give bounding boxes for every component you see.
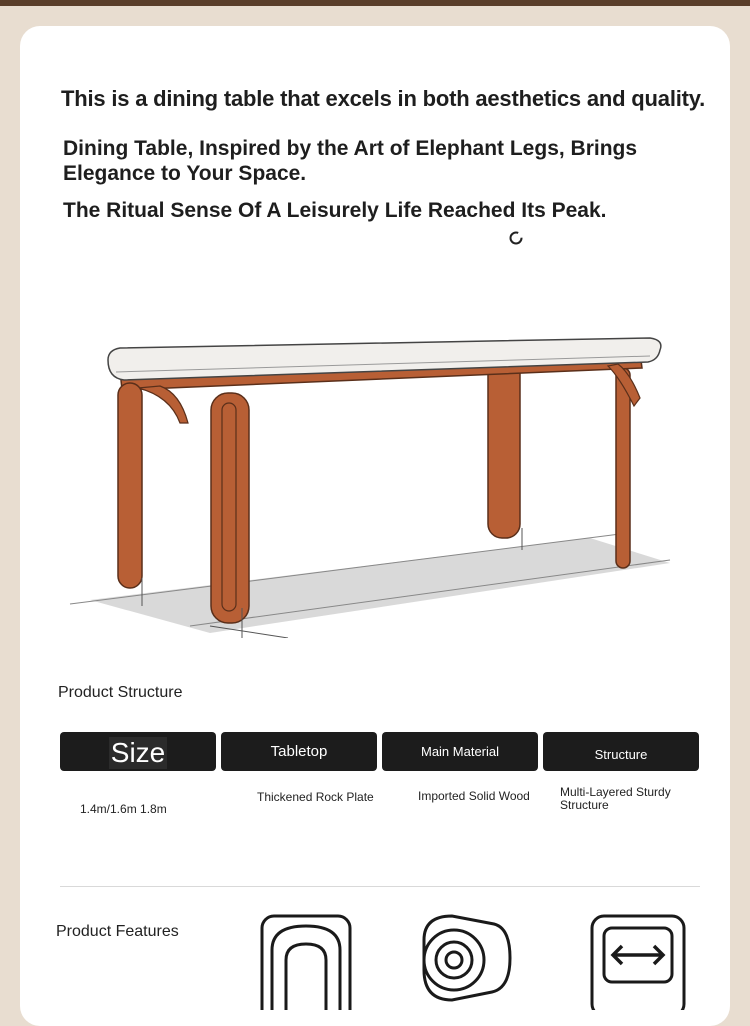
front-left-leg xyxy=(118,383,142,588)
wood-log-icon xyxy=(412,910,512,1010)
product-card xyxy=(20,26,730,1026)
floor-shadow xyxy=(90,538,670,633)
size-value: 1.4m/1.6m 1.8m xyxy=(80,802,167,816)
arch-leg-icon xyxy=(256,910,356,1010)
tab-tabletop[interactable] xyxy=(221,732,377,771)
tab-structure-label: Structure xyxy=(594,746,648,762)
subtitle-ritual: The Ritual Sense Of A Leisurely Life Reached Its Peak. xyxy=(63,199,607,222)
tab-tabletop-label: Tabletop xyxy=(270,743,328,760)
tab-size[interactable] xyxy=(60,732,216,771)
top-image-strip xyxy=(0,0,750,6)
dining-table-illustration xyxy=(60,288,680,638)
left-bracket xyxy=(138,386,188,423)
tab-main-material[interactable] xyxy=(382,732,538,771)
back-left-leg xyxy=(488,358,520,538)
main-material-value: Imported Solid Wood xyxy=(418,789,530,803)
loading-spinner-icon xyxy=(509,231,523,245)
product-features-label: Product Features xyxy=(56,923,179,940)
structure-value: Multi-Layered Sturdy Structure xyxy=(560,785,671,812)
back-right-leg xyxy=(616,368,630,568)
product-structure-label: Product Structure xyxy=(58,684,183,701)
tab-main-material-label: Main Material xyxy=(420,744,500,759)
width-arrow-icon xyxy=(588,910,688,1010)
section-divider xyxy=(60,886,700,887)
front-center-leg xyxy=(211,393,249,623)
tab-size-label: Size xyxy=(110,737,166,768)
tabletop-value: Thickened Rock Plate xyxy=(257,790,374,804)
subtitle-elegance: Dining Table, Inspired by the Art of Elephant Legs, Brings Elegance to Your Space. xyxy=(63,137,638,185)
headline: This is a dining table that excels in both aesthetics and quality. xyxy=(61,86,706,111)
tab-structure[interactable] xyxy=(543,732,699,771)
